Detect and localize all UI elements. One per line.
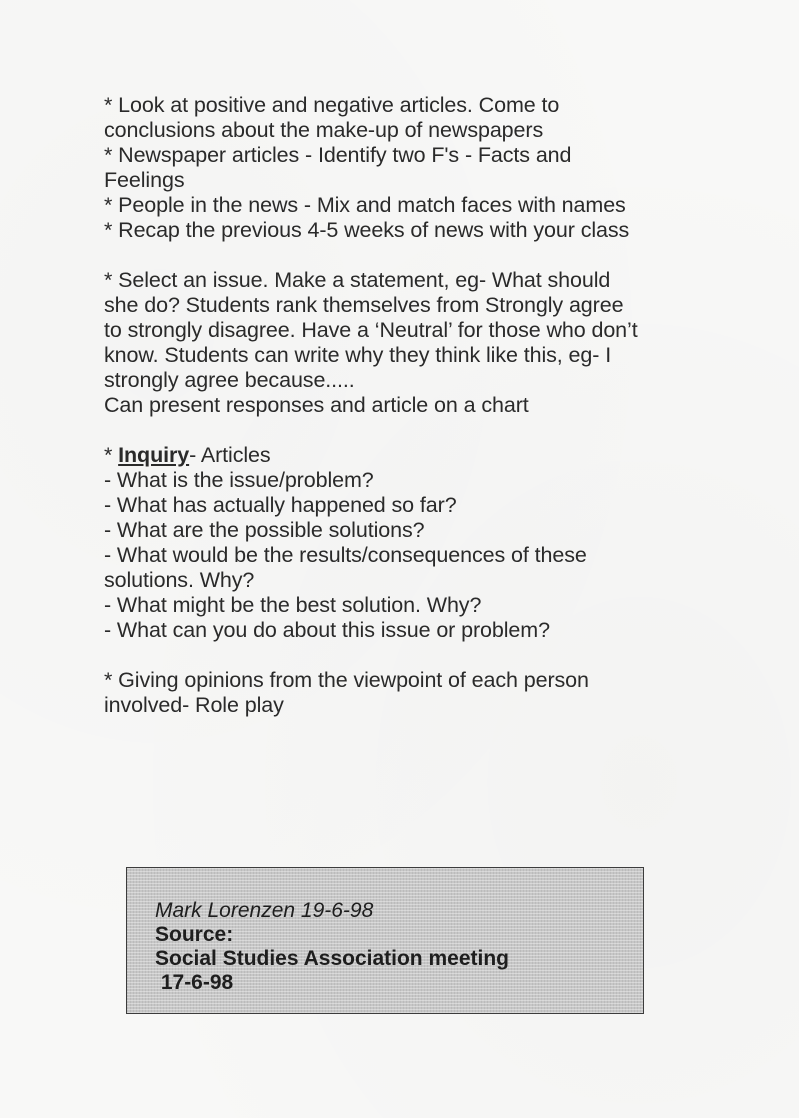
text-line: - What has actually happened so far? — [104, 493, 457, 517]
text-line: * Select an issue. Make a statement, eg- What should — [104, 268, 611, 292]
text-line: involved- Role play — [104, 693, 284, 717]
inquiry-suffix: - Articles — [189, 443, 271, 467]
text-line: * Giving opinions from the viewpoint of each person — [104, 668, 589, 692]
text-line: strongly agree because..... — [104, 368, 355, 392]
text-line: - What can you do about this issue or problem? — [104, 618, 550, 642]
paragraph-gap — [104, 243, 744, 268]
inquiry-prefix: * — [104, 443, 119, 467]
text-line: - What is the issue/problem? — [104, 468, 374, 492]
text-line: solutions. Why? — [104, 568, 255, 592]
paragraph-gap — [104, 643, 744, 668]
text-line: * Look at positive and negative articles. Come to — [104, 93, 560, 117]
source-content — [155, 899, 509, 995]
text-line: conclusions about the make-up of newspapers — [104, 118, 544, 142]
text-line: Can present responses and article on a chart — [104, 393, 529, 417]
author-line: Mark Lorenzen 19-6-98 — [155, 899, 374, 922]
text-line: to strongly disagree. Have a ‘Neutral’ for those who don’t — [104, 318, 638, 342]
inquiry-heading — [104, 443, 744, 468]
document-body — [104, 93, 744, 718]
inquiry-keyword: Inquiry — [118, 443, 190, 467]
text-line: * People in the news - Mix and match faces with names — [104, 193, 626, 217]
text-line: - What would be the results/consequences of these — [104, 543, 587, 567]
source-org: Social Studies Association meeting — [155, 947, 509, 970]
text-line: * Recap the previous 4-5 weeks of news with your class — [104, 218, 630, 242]
text-line: - What are the possible solutions? — [104, 518, 425, 542]
source-date: 17-6-98 — [155, 971, 234, 994]
text-line: she do? Students rank themselves from Strongly agree — [104, 293, 624, 317]
text-line: know. Students can write why they think like this, eg- I — [104, 343, 612, 367]
paragraph-gap — [104, 418, 744, 443]
source-label: Source: — [155, 923, 234, 946]
text-line: Feelings — [104, 168, 185, 192]
source-box — [126, 867, 644, 1014]
text-line: * Newspaper articles - Identify two F's - Facts and — [104, 143, 572, 167]
text-line: - What might be the best solution. Why? — [104, 593, 482, 617]
